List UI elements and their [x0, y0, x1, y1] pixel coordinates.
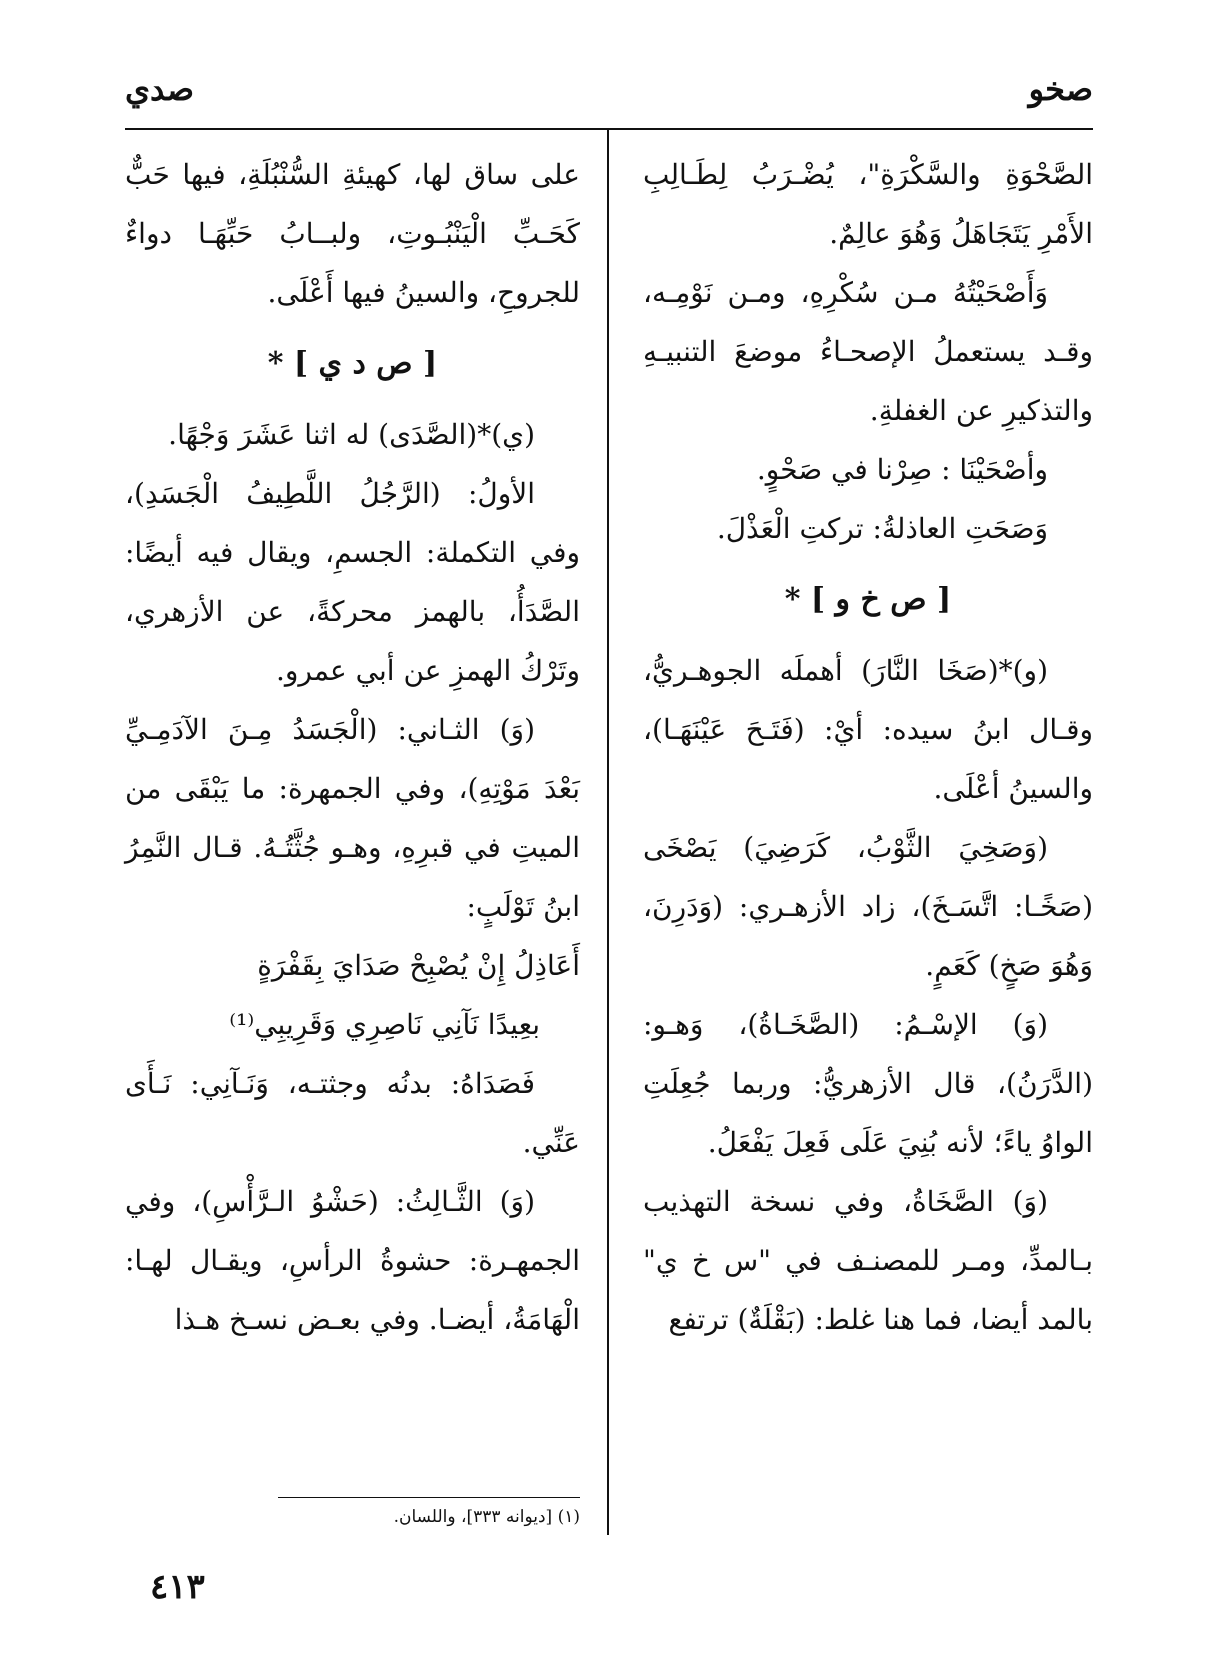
paragraph: (و)*(صَخَا النَّارَ) أهملَه الجوهـريُّ، وقـال ابنُ سيده: أيْ: (فَتَـحَ عَيْنَهَـا)، والسينُ أعْلَى. — [643, 654, 1093, 805]
paragraph: الأولُ: (الرَّجُلُ اللَّطِيفُ الْجَسَدِ)، وفي التكملة: الجسمِ، ويقال فيه أيضًا: الصَّدَأُ، بالهمز محركةً، عن الأزهري، وتَرْكُ الهمزِ عن أبي عمرو. — [125, 477, 580, 687]
paragraph: على ساق لها، كهيئةِ السُّنْبُلَةِ، فيها حَبٌّ كَحَـبِّ الْيَنْبُـوتِ، ولبــابُ حَبِّهَـا دواءٌ للجروحِ، والسينُ فيها أَعْلَى. — [125, 158, 580, 309]
paragraph: (وَصَخِيَ الثَّوْبُ، كَرَضِيَ) يَصْخَى (صَخًـا: اتَّسَـخَ)، زاد الأزهـري: (وَدَرِنَ، وَهُوَ صَخٍ) كَعَمٍ. — [643, 831, 1093, 982]
column-divider — [607, 130, 609, 1535]
paragraph: فَصَدَاهُ: بدنُه وجثتـه، وَنَـآنِي: نَـأَى عَنِّي. — [125, 1067, 580, 1159]
footnote-rule — [278, 1497, 580, 1498]
paragraph: (وَ) الثـاني: (الْجَسَدُ مِـنَ الآدَمِـيِّ بَعْدَ مَوْتِهِ)، وفي الجمهرة: ما يَبْقَى من الميتِ في قبرِهِ، وهـو جُثَّتُـهُ. قـال النَّمِرُ ابنُ تَوْلَبٍ: — [125, 713, 580, 923]
right-column — [643, 145, 1093, 1349]
paragraph: وَصَحَتِ العاذلةُ: تركتِ الْعَذْلَ. — [716, 512, 1048, 545]
paragraph: (وَ) الصَّخَاةُ، وفي نسخة التهذيب بـالمدِّ، ومـر للمصنـف في "س خ ي" بالمد أيضا، فما هنا غلط: (بَقْلَةٌ) ترتفع — [643, 1185, 1093, 1336]
page-number: ٤١٣ — [150, 1567, 205, 1607]
poem-line-1: أَعَاذِلُ إِنْ يُصْبِحْ صَدَايَ بِقَفْرَةٍ — [257, 949, 580, 982]
paragraph: وأصْحَيْنَا : صِرْنا في صَحْوٍ. — [756, 453, 1048, 486]
left-column — [125, 145, 580, 1349]
paragraph: الصَّحْوَةِ والسَّكْرَةِ"، يُضْـرَبُ لِطَـالِبِ الأَمْرِ يَتَجَاهَلُ وَهُوَ عالِمٌ. — [643, 158, 1093, 250]
poem-line-2: بعِيدًا نَآنِي نَاصِرِي وَقَرِيبِي⁽¹⁾ — [229, 1008, 540, 1041]
page-header — [125, 70, 1093, 130]
header-rule — [125, 128, 1093, 130]
header-right-title: صخو — [1028, 70, 1093, 108]
header-left-title: صدي — [125, 70, 195, 108]
entry-heading: [ ص خ و ] * — [784, 582, 952, 617]
paragraph: وَأَصْحَيْتُهُ مـن سُكْرِهِ، ومـن نَوْمِـه، وقـد يستعملُ الإصحـاءُ موضعَ التنبيـهِ والتذكيرِ عن الغفلةِ. — [643, 276, 1093, 427]
paragraph: (وَ) الإسْـمُ: (الصَّخَـاةُ)، وَهـو: (الدَّرَنُ)، قال الأزهريُّ: وربما جُعِلَتِ الواوُ ياءً؛ لأنه بُنِيَ عَلَى فَعِلَ يَفْعَلُ. — [643, 1008, 1093, 1159]
paragraph: (ي)*(الصَّدَى) له اثنا عَشَرَ وَجْهًا. — [168, 418, 535, 451]
paragraph: (وَ) الثَّـالِثُ: (حَشْوُ الـرَّأْسِ)، وفي الجمهـرة: حشوةُ الرأسِ، ويقـال لهـا: الْهَامَةُ، أيضـا. وفي بعـض نسـخ هـذا — [125, 1185, 580, 1336]
entry-heading: [ ص د ي ] * — [267, 346, 438, 381]
footnote: (١) [ديوانه ٣٣٣]، واللسان. — [393, 1507, 580, 1527]
